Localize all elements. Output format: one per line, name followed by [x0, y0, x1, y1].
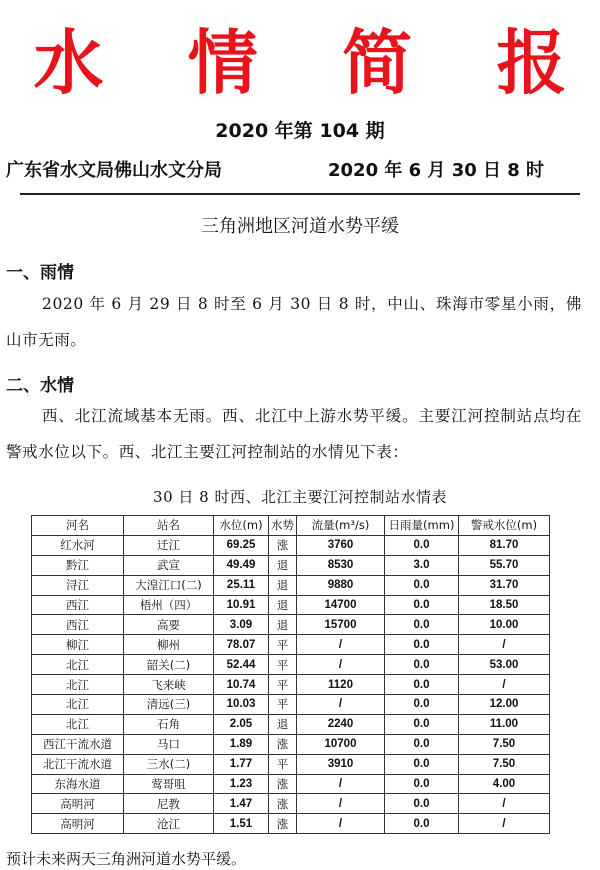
issue-date: 2020 年 6 月 30 日 8 时: [328, 160, 545, 181]
agency-name: 广东省水文局佛山水文分局: [6, 160, 222, 181]
trend-cell: 退: [269, 595, 297, 615]
warning-level-cell: 4.00: [459, 774, 550, 794]
water-level-cell: 10.74: [214, 675, 269, 695]
header-flow: 流量(m³/s): [297, 516, 385, 536]
trend-cell: 平: [269, 695, 297, 715]
daily-rain-cell: 0.0: [385, 535, 459, 555]
flow-cell: 1120: [297, 675, 385, 695]
table-row: [32, 814, 550, 834]
station-cell: 韶关(二): [124, 655, 214, 675]
station-cell: 武宣: [124, 555, 214, 575]
header-daily-rain: 日雨量(mm): [385, 516, 459, 536]
river-cell: 高明河: [32, 794, 124, 814]
trend-cell: 涨: [269, 794, 297, 814]
water-level-cell: 3.09: [214, 615, 269, 635]
table-row: [32, 695, 550, 715]
station-cell: 高要: [124, 615, 214, 635]
warning-level-cell: /: [459, 675, 550, 695]
daily-rain-cell: 0.0: [385, 754, 459, 774]
water-level-cell: 25.11: [214, 575, 269, 595]
river-cell: 北江: [32, 675, 124, 695]
daily-rain-cell: 0.0: [385, 655, 459, 675]
flow-cell: /: [297, 814, 385, 834]
table-row: [32, 675, 550, 695]
river-cell: 红水河: [32, 535, 124, 555]
warning-level-cell: 31.70: [459, 575, 550, 595]
river-cell: 黔江: [32, 555, 124, 575]
flow-cell: /: [297, 655, 385, 675]
flow-cell: 2240: [297, 714, 385, 734]
table-row: [32, 575, 550, 595]
warning-level-cell: 11.00: [459, 714, 550, 734]
water-level-cell: 10.91: [214, 595, 269, 615]
daily-rain-cell: 0.0: [385, 774, 459, 794]
flow-cell: /: [297, 794, 385, 814]
trend-cell: 平: [269, 655, 297, 675]
table-row: [32, 794, 550, 814]
water-level-cell: 1.47: [214, 794, 269, 814]
daily-rain-cell: 3.0: [385, 555, 459, 575]
river-cell: 北江: [32, 714, 124, 734]
header-warning-level: 警戒水位(m): [459, 516, 550, 536]
header-river: 河名: [32, 516, 124, 536]
table-caption: 30 日 8 时西、北江主要江河控制站水情表: [153, 488, 447, 506]
flow-cell: 15700: [297, 615, 385, 635]
trend-cell: 涨: [269, 814, 297, 834]
flow-cell: 10700: [297, 734, 385, 754]
warning-level-cell: 10.00: [459, 615, 550, 635]
trend-cell: 退: [269, 615, 297, 635]
river-cell: 西江: [32, 595, 124, 615]
river-cell: 浔江: [32, 575, 124, 595]
table-row: [32, 555, 550, 575]
table-row: [32, 635, 550, 655]
trend-cell: 涨: [269, 734, 297, 754]
river-cell: 北江: [32, 655, 124, 675]
table-row: [32, 535, 550, 555]
flow-cell: 14700: [297, 595, 385, 615]
warning-level-cell: 53.00: [459, 655, 550, 675]
table-row: [32, 714, 550, 734]
water-level-cell: 52.44: [214, 655, 269, 675]
daily-rain-cell: 0.0: [385, 615, 459, 635]
trend-cell: 平: [269, 675, 297, 695]
headline: 三角洲地区河道水势平缓: [201, 216, 399, 237]
station-cell: 大湟江口(二): [124, 575, 214, 595]
trend-cell: 涨: [269, 774, 297, 794]
forecast-text: 预计未来两天三角洲河道水势平缓。: [6, 850, 247, 868]
daily-rain-cell: 0.0: [385, 695, 459, 715]
warning-level-cell: /: [459, 794, 550, 814]
rain-heading: 一、雨情: [6, 263, 74, 283]
station-cell: 石角: [124, 714, 214, 734]
water-level-cell: 1.51: [214, 814, 269, 834]
warning-level-cell: 7.50: [459, 734, 550, 754]
table-row: [32, 655, 550, 675]
daily-rain-cell: 0.0: [385, 814, 459, 834]
rain-paragraph: 2020 年 6 月 29 日 8 时至 6 月 30 日 8 时，中山、珠海市零星小雨，佛山市无雨。: [6, 295, 582, 349]
header-water-level: 水位(m): [214, 516, 269, 536]
header-station: 站名: [124, 516, 214, 536]
trend-cell: 退: [269, 555, 297, 575]
warning-level-cell: /: [459, 814, 550, 834]
station-cell: 沧江: [124, 814, 214, 834]
water-paragraph: 西、北江流域基本无雨。西、北江中上游水势平缓。主要江河控制站点均在警戒水位以下。西、北江主要江河控制站的水情见下表：: [6, 407, 582, 461]
flow-cell: /: [297, 635, 385, 655]
station-cell: 飞来峡: [124, 675, 214, 695]
flow-cell: /: [297, 695, 385, 715]
issue-number: 2020 年第 104 期: [215, 120, 385, 142]
table-row: [32, 774, 550, 794]
station-cell: 莺哥咀: [124, 774, 214, 794]
flow-cell: 3910: [297, 754, 385, 774]
station-cell: 清远(三): [124, 695, 214, 715]
table-row: [32, 754, 550, 774]
water-level-cell: 1.77: [214, 754, 269, 774]
daily-rain-cell: 0.0: [385, 635, 459, 655]
warning-level-cell: 81.70: [459, 535, 550, 555]
trend-cell: 退: [269, 714, 297, 734]
warning-level-cell: 7.50: [459, 754, 550, 774]
warning-level-cell: /: [459, 635, 550, 655]
table-row: [32, 734, 550, 754]
trend-cell: 涨: [269, 535, 297, 555]
daily-rain-cell: 0.0: [385, 675, 459, 695]
trend-cell: 平: [269, 635, 297, 655]
station-cell: 迁江: [124, 535, 214, 555]
station-cell: 马口: [124, 734, 214, 754]
daily-rain-cell: 0.0: [385, 575, 459, 595]
daily-rain-cell: 0.0: [385, 714, 459, 734]
water-heading: 二、水情: [6, 376, 74, 396]
water-level-cell: 78.07: [214, 635, 269, 655]
header-divider: [20, 193, 580, 195]
flow-cell: /: [297, 774, 385, 794]
daily-rain-cell: 0.0: [385, 794, 459, 814]
water-level-cell: 1.23: [214, 774, 269, 794]
water-level-cell: 1.89: [214, 734, 269, 754]
river-cell: 北江: [32, 695, 124, 715]
river-cell: 北江干流水道: [32, 754, 124, 774]
trend-cell: 退: [269, 575, 297, 595]
station-cell: 尼教: [124, 794, 214, 814]
station-cell: 梧州（四）: [124, 595, 214, 615]
warning-level-cell: 18.50: [459, 595, 550, 615]
water-level-cell: 10.03: [214, 695, 269, 715]
daily-rain-cell: 0.0: [385, 595, 459, 615]
water-level-table: [31, 515, 550, 834]
station-cell: 柳州: [124, 635, 214, 655]
header-trend: 水势: [269, 516, 297, 536]
warning-level-cell: 12.00: [459, 695, 550, 715]
trend-cell: 平: [269, 754, 297, 774]
flow-cell: 3760: [297, 535, 385, 555]
bulletin-title: 水 情 简 报: [33, 21, 597, 104]
river-cell: 西江: [32, 615, 124, 635]
river-cell: 东海水道: [32, 774, 124, 794]
river-cell: 西江干流水道: [32, 734, 124, 754]
flow-cell: 8530: [297, 555, 385, 575]
table-header-row: [32, 516, 550, 536]
table-row: [32, 595, 550, 615]
water-level-cell: 49.49: [214, 555, 269, 575]
table-row: [32, 615, 550, 635]
station-cell: 三水(二): [124, 754, 214, 774]
river-cell: 柳江: [32, 635, 124, 655]
river-cell: 高明河: [32, 814, 124, 834]
daily-rain-cell: 0.0: [385, 734, 459, 754]
water-level-cell: 69.25: [214, 535, 269, 555]
warning-level-cell: 55.70: [459, 555, 550, 575]
flow-cell: 9880: [297, 575, 385, 595]
water-level-cell: 2.05: [214, 714, 269, 734]
